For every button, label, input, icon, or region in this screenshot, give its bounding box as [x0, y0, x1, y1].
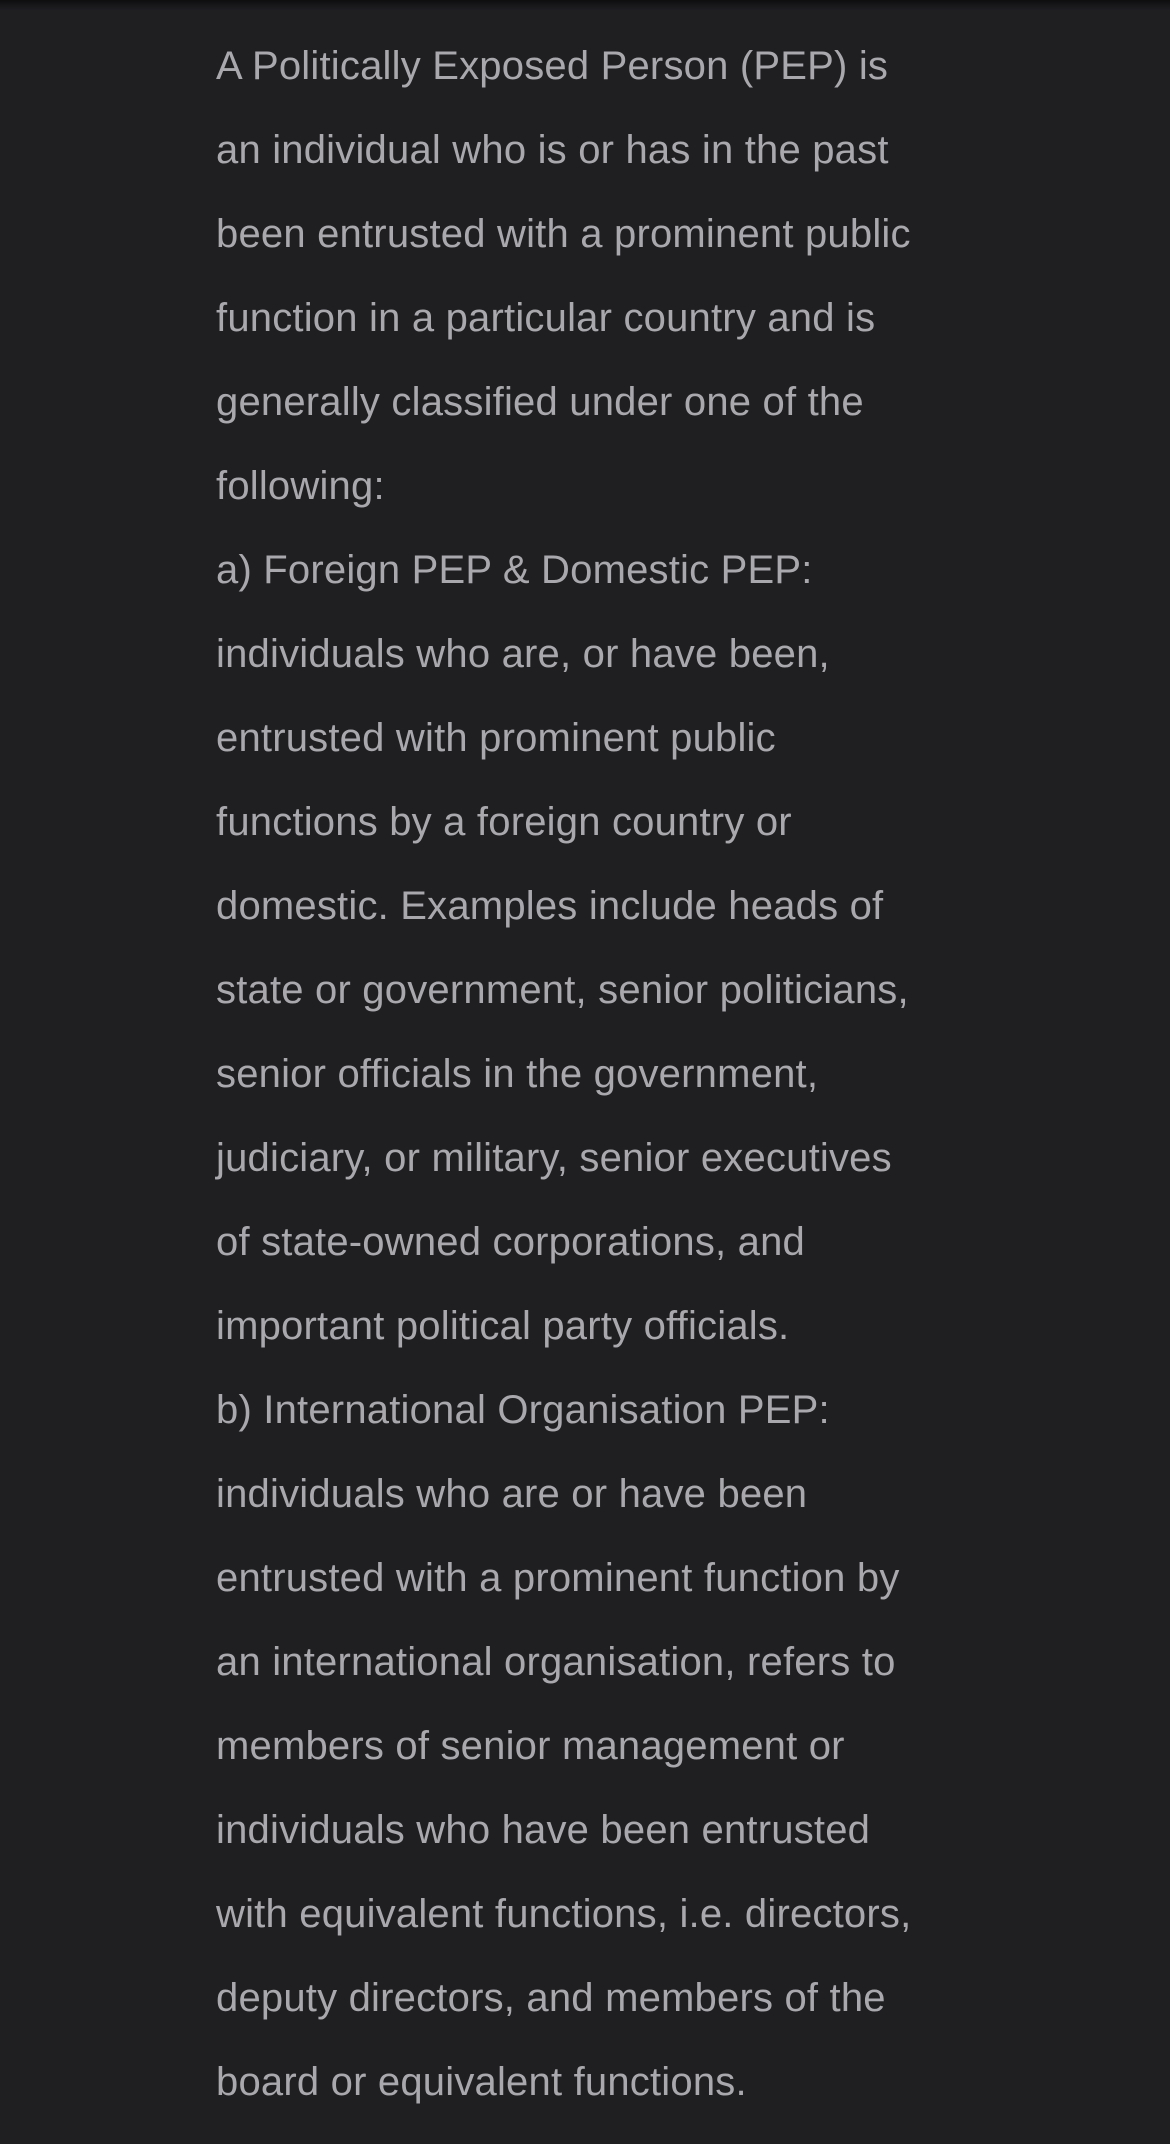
pep-item-a-paragraph: a) Foreign PEP & Domestic PEP: individuals who are, or have been, entrusted with prominent public functions by a foreign country or domestic. Examples include heads of state or government, senior politicians, senior officials in the government, judiciary, or military, senior executives of state-owned corporations, and important political party officials.	[216, 548, 909, 1348]
pep-description-text	[216, 24, 976, 2124]
pep-intro-paragraph: A Politically Exposed Person (PEP) is an individual who is or has in the past been entrusted with a prominent public function in a particular country and is generally classified under one of the following:	[216, 44, 911, 508]
top-edge-shadow	[0, 0, 1170, 10]
pep-item-b-paragraph: b) International Organisation PEP: individuals who are or have been entrusted with a prominent function by an international organisation, refers to members of senior management or individuals who have been entrusted with equivalent functions, i.e. directors, deputy directors, and members of the board or equivalent functions.	[216, 1388, 912, 2104]
